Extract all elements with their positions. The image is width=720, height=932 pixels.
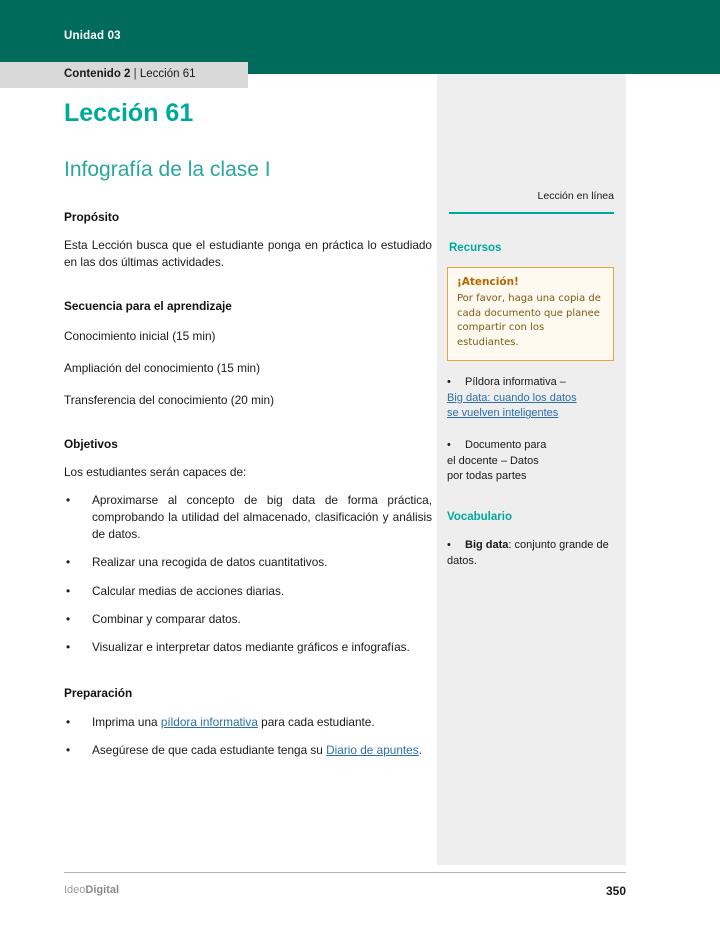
bullet-icon: • bbox=[66, 583, 71, 598]
bullet-icon: • bbox=[447, 539, 451, 551]
resource-label: Píldora informativa – bbox=[465, 376, 566, 388]
brand-bold: Digital bbox=[85, 884, 120, 896]
bullet-icon: • bbox=[66, 493, 71, 508]
list-item bbox=[64, 714, 432, 731]
bullet-icon: • bbox=[66, 742, 71, 757]
attention-title: ¡Atención! bbox=[457, 276, 519, 288]
list-item bbox=[64, 639, 432, 656]
bullet-icon: • bbox=[66, 611, 71, 626]
vocabulary-definition: : conjunto grande de datos. bbox=[447, 539, 609, 567]
main-content bbox=[64, 100, 432, 759]
breadcrumb-content: Contenido 2 bbox=[64, 68, 131, 80]
list-item bbox=[64, 611, 432, 628]
diario-de-apuntes-link[interactable]: Diario de apuntes bbox=[326, 742, 419, 757]
preparation-suffix: . bbox=[418, 742, 422, 757]
vocabulary-term: Big data bbox=[465, 539, 509, 551]
bullet-icon: • bbox=[447, 376, 451, 388]
online-lesson-label: Lección en línea bbox=[537, 190, 614, 202]
section-heading-objectives: Objetivos bbox=[64, 437, 118, 452]
purpose-text: Esta Lección busca que el estudiante ponga en práctica lo estudiado en las dos últimas actividades. bbox=[64, 237, 432, 269]
resource-label-line-1: Documento para bbox=[465, 439, 547, 451]
section-heading-sequence: Secuencia para el aprendizaje bbox=[64, 298, 232, 313]
preparation-prefix: Imprima una bbox=[92, 714, 161, 729]
preparation-prefix: Asegúrese de que cada estudiante tenga su bbox=[92, 742, 327, 757]
big-data-link-line-1[interactable]: Big data: cuando los datos bbox=[447, 391, 577, 404]
list-item bbox=[64, 492, 432, 543]
preparation-text bbox=[92, 742, 432, 759]
section-heading-purpose: Propósito bbox=[64, 209, 120, 224]
attention-text: Por favor, haga una copia de cada documento que planee compartir con los estudiantes. bbox=[457, 293, 601, 348]
breadcrumb bbox=[64, 68, 195, 80]
footer-brand bbox=[64, 884, 119, 896]
breadcrumb-lesson: Lección 61 bbox=[139, 68, 196, 80]
unit-label: Unidad 03 bbox=[64, 30, 121, 42]
resource-label-line-2: el docente – Datos bbox=[447, 454, 539, 467]
brand-light: Ideo bbox=[64, 884, 86, 896]
sidebar-heading-vocabulary: Vocabulario bbox=[447, 511, 512, 523]
divider bbox=[449, 212, 614, 214]
footer-divider bbox=[64, 872, 626, 873]
list-item bbox=[64, 583, 432, 600]
bullet-icon: • bbox=[66, 639, 71, 654]
bullet-icon: • bbox=[66, 555, 71, 570]
objective-text: Combinar y comparar datos. bbox=[92, 611, 241, 626]
page-number: 350 bbox=[605, 884, 626, 898]
attention-callout bbox=[447, 267, 614, 361]
sequence-item: Conocimiento inicial (15 min) bbox=[64, 328, 216, 343]
lesson-subtitle: Infografía de la clase I bbox=[64, 157, 271, 181]
section-heading-preparation: Preparación bbox=[64, 685, 133, 700]
big-data-link-line-2[interactable]: se vuelven inteligentes bbox=[447, 407, 559, 420]
pildora-informativa-link[interactable]: píldora informativa bbox=[160, 714, 258, 729]
preparation-suffix: para cada estudiante. bbox=[257, 714, 375, 729]
resource-item bbox=[447, 375, 619, 422]
objective-text: Calcular medias de acciones diarias. bbox=[92, 583, 285, 598]
breadcrumb-separator: | bbox=[133, 68, 137, 80]
resource-item bbox=[447, 438, 619, 485]
page-title: Lección 61 bbox=[64, 99, 194, 127]
list-item bbox=[64, 742, 432, 759]
objective-text: Visualizar e interpretar datos mediante gráficos e infografías. bbox=[92, 639, 410, 654]
objective-text: Aproximarse al concepto de big data de forma práctica, comprobando la utilidad del almacenado, clasificación y análisis de datos. bbox=[92, 493, 432, 542]
bullet-icon: • bbox=[66, 714, 71, 729]
list-item bbox=[64, 554, 432, 571]
bullet-icon: • bbox=[447, 439, 451, 451]
vocabulary-item bbox=[447, 538, 619, 569]
objectives-intro: Los estudiantes serán capaces de: bbox=[64, 465, 247, 480]
preparation-text bbox=[92, 714, 432, 731]
objective-text: Realizar una recogida de datos cuantitativos. bbox=[92, 555, 328, 570]
sidebar bbox=[437, 74, 626, 865]
sequence-item: Ampliación del conocimiento (15 min) bbox=[64, 360, 261, 375]
sequence-item: Transferencia del conocimiento (20 min) bbox=[64, 393, 275, 408]
sidebar-heading-resources: Recursos bbox=[449, 242, 502, 254]
resource-label-line-3: por todas partes bbox=[447, 470, 527, 483]
